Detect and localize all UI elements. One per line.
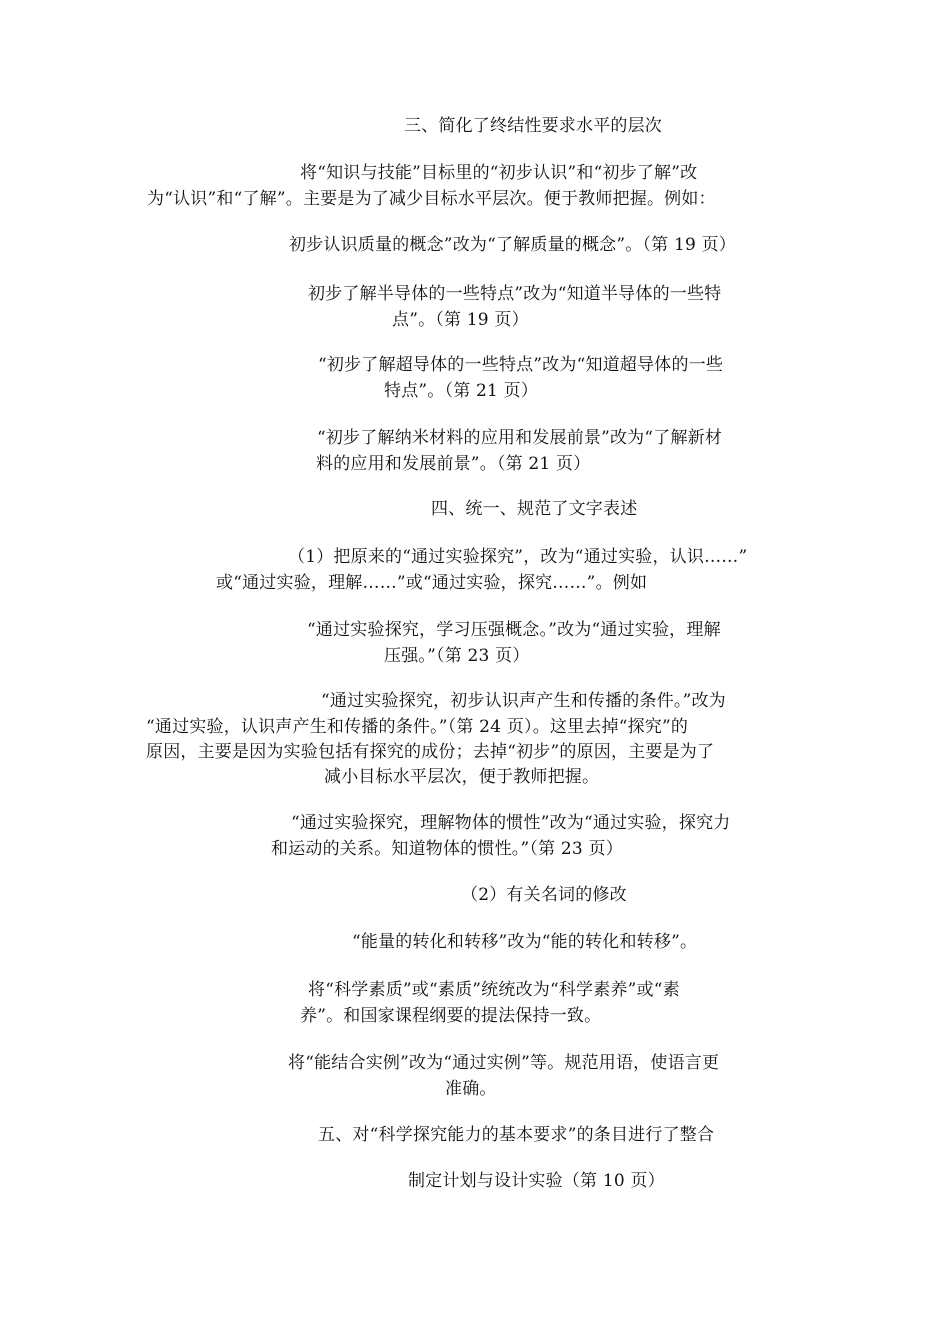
section-3-example-1: 初步认识质量的概念”改为“了解质量的概念”。（第 19 页） (289, 235, 737, 255)
section-4-example-2-line-4: 减小目标水平层次，便于教师把握。 (324, 767, 600, 787)
section-4-para-2-example-2-line-2: 养”。和国家课程纲要的提法保持一致。 (300, 1006, 602, 1026)
section-5-heading: 五、对“科学探究能力的基本要求”的条目进行了整合 (318, 1125, 715, 1145)
section-4-example-3-line-1: “通过实验探究，理解物体的惯性”改为“通过实验，探究力 (291, 813, 731, 833)
section-4-para-2-example-3-line-2: 准确。 (445, 1079, 497, 1099)
section-3-heading: 三、简化了终结性要求水平的层次 (404, 116, 662, 136)
section-3-example-2-line-2: 点”。（第 19 页） (392, 310, 529, 330)
section-3-example-4-line-1: “初步了解纳米材料的应用和发展前景”改为“了解新材 (317, 428, 723, 448)
section-3-example-4-line-2: 料的应用和发展前景”。（第 21 页） (316, 454, 591, 474)
section-4-para-1-line-1: （1）把原来的“通过实验探究”，改为“通过实验，认识……” (288, 547, 748, 567)
section-4-example-2-line-2: “通过实验，认识声产生和传播的条件。”（第 24 页）。这里去掉“探究”的 (146, 717, 689, 737)
section-4-example-1-line-2: 压强。”（第 23 页） (384, 646, 530, 666)
section-4-example-2-line-3: 原因，主要是因为实验包括有探究的成份；去掉“初步”的原因，主要是为了 (146, 742, 715, 762)
section-4-example-3-line-2: 和运动的关系。知道物体的惯性。”（第 23 页） (271, 839, 623, 859)
section-4-para-2-example-2-line-1: 将“科学素质”或“素质”统统改为“科学素养”或“素 (308, 980, 680, 1000)
section-3-intro-line-2: 为“认识”和“了解”。主要是为了减少目标水平层次。便于教师把握。例如： (147, 189, 716, 209)
section-4-example-1-line-1: “通过实验探究，学习压强概念。”改为“通过实验，理解 (307, 620, 721, 640)
section-4-heading: 四、统一、规范了文字表述 (431, 499, 638, 519)
section-3-example-3-line-1: “初步了解超导体的一些特点”改为“知道超导体的一些 (318, 355, 724, 375)
section-5-subheading: 制定计划与设计实验（第 10 页） (408, 1171, 665, 1191)
section-3-example-3-line-2: 特点”。（第 21 页） (384, 381, 539, 401)
section-3-intro-line-1: 将“知识与技能”目标里的“初步认识”和“初步了解”改 (300, 163, 698, 183)
section-3-example-2-line-1: 初步了解半导体的一些特点”改为“知道半导体的一些特 (308, 284, 722, 304)
section-4-para-1-line-2: 或“通过实验，理解……”或“通过实验，探究……”。例如 (216, 573, 648, 593)
section-4-para-2-example-3-line-1: 将“能结合实例”改为“通过实例”等。规范用语，使语言更 (288, 1053, 720, 1073)
section-4-para-2-example-1: “能量的转化和转移”改为“能的转化和转移”。 (352, 932, 698, 952)
section-4-para-2-heading: （2）有关名词的修改 (461, 885, 627, 905)
section-4-example-2-line-1: “通过实验探究，初步认识声产生和传播的条件。”改为 (321, 691, 726, 711)
